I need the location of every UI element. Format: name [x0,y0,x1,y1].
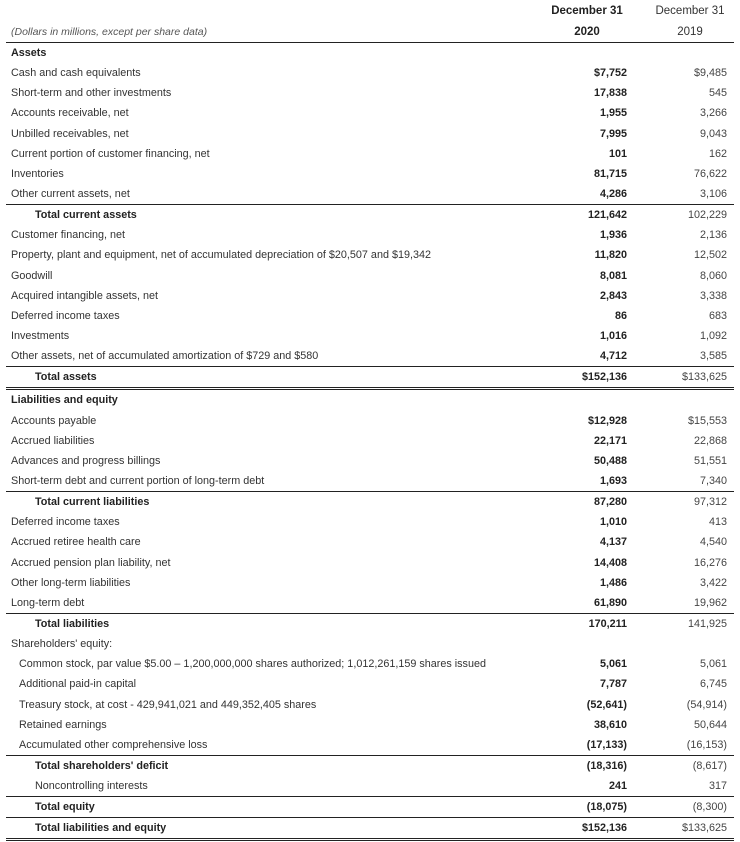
value-2019: 545 [708,87,727,100]
value-2019: 3,266 [699,107,727,120]
value-2019: $15,553 [687,414,727,427]
table-row [6,756,734,776]
value-2019: 7,340 [699,474,727,487]
table-row [6,512,734,532]
value-2020: 61,890 [593,596,627,609]
table-row [6,797,734,818]
row-label: Noncontrolling interests [35,780,148,793]
table-row [6,326,734,346]
table-row [6,735,734,756]
value-2019: $9,485 [693,67,727,80]
value-2019: 317 [708,780,727,793]
value-2019: 3,422 [699,576,727,589]
value-2020: 7,995 [599,127,627,140]
table-row [6,144,734,164]
table-row [6,553,734,573]
value-2019: 8,060 [699,269,727,282]
value-2019: 12,502 [693,249,727,262]
table-row [6,573,734,593]
value-2020: 14,408 [593,556,627,569]
value-2020: (17,133) [586,738,627,751]
col-2020-year: 2020 [574,26,600,38]
row-label: Long-term debt [11,596,85,609]
table-row [6,674,734,694]
row-label: Property, plant and equipment, net of accumulated depreciation of $20,507 and $19,342 [11,249,431,262]
value-2020: 1,486 [599,576,627,589]
row-label: Goodwill [11,269,53,282]
row-label: Accounts receivable, net [11,107,129,120]
value-2019: 102,229 [687,209,727,222]
value-2020: 1,955 [599,107,627,120]
value-2019: 413 [708,516,727,529]
table-row [6,532,734,552]
value-2020: (18,075) [586,801,627,814]
value-2019: 97,312 [693,496,727,509]
row-label: Total equity [35,801,95,814]
table-row [6,286,734,306]
row-label: Advances and progress billings [11,454,161,467]
table-row [6,225,734,245]
table-row [6,411,734,431]
row-label: Assets [11,47,47,59]
value-2020: 86 [614,309,627,322]
value-2019: 51,551 [693,454,727,467]
value-2019: 162 [708,147,727,160]
value-2019: 9,043 [699,127,727,140]
value-2020: 170,211 [588,617,627,630]
value-2020: 1,016 [599,329,627,342]
table-row [6,164,734,184]
col-2019-heading: December 31 [655,5,725,17]
col-2019-year: 2019 [677,26,703,38]
row-label: Total liabilities and equity [35,822,167,835]
value-2020: 5,061 [599,658,627,671]
row-label: Total shareholders' deficit [35,759,169,772]
table-row [6,124,734,144]
table-row [6,390,734,410]
table-row [6,346,734,367]
value-2019: 2,136 [699,229,727,242]
value-2020: 4,286 [599,187,627,200]
value-2019: 16,276 [693,556,727,569]
table-row [6,367,734,390]
value-2020: $152,136 [581,822,627,835]
value-2019: $133,625 [681,822,727,835]
table-row [6,83,734,103]
row-label: Common stock, par value $5.00 – 1,200,000,000 shares authorized; 1,012,261,159 shares issued [19,658,486,671]
value-2020: (52,641) [586,698,627,711]
table-row [6,184,734,205]
units-note: (Dollars in millions, except per share data) [11,26,208,38]
row-label: Accrued liabilities [11,434,95,447]
value-2019: 19,962 [693,596,727,609]
table-row [6,634,734,654]
row-label: Unbilled receivables, net [11,127,129,140]
balance-sheet-table [6,43,734,841]
row-label: Liabilities and equity [11,394,118,407]
row-label: Short-term debt and current portion of long-term debt [11,474,265,487]
table-row [6,43,734,63]
value-2019: 1,092 [699,329,727,342]
row-label: Investments [11,329,70,342]
row-label: Current portion of customer financing, net [11,147,210,160]
value-2020: 121,642 [587,209,627,222]
table-row [6,103,734,123]
table-row [6,715,734,735]
value-2020: 2,843 [599,289,627,302]
row-label: Short-term and other investments [11,87,172,100]
value-2020: (18,316) [586,759,627,772]
table-row [6,614,734,634]
col-2020-heading: December 31 [551,5,623,17]
value-2019: 3,585 [699,350,727,363]
table-row [6,205,734,225]
value-2020: 11,820 [594,249,627,262]
value-2019: 3,338 [699,289,727,302]
value-2020: 4,137 [599,536,627,549]
row-label: Total current assets [35,209,137,222]
row-label: Treasury stock, at cost - 429,941,021 and 449,352,405 shares [19,698,317,711]
value-2020: $12,928 [587,414,627,427]
value-2020: $7,752 [593,67,627,80]
row-label: Cash and cash equivalents [11,67,141,80]
row-label: Total assets [35,371,97,384]
value-2019: 76,622 [693,167,727,180]
value-2020: 1,693 [599,474,627,487]
table-row [6,245,734,265]
value-2020: 101 [608,147,627,160]
value-2019: 22,868 [693,434,727,447]
table-row [6,654,734,674]
value-2019: (8,300) [692,801,727,814]
value-2020: 4,712 [599,350,627,363]
value-2019: 50,644 [693,718,727,731]
value-2019: 6,745 [699,678,727,691]
value-2019: 683 [708,309,727,322]
row-label: Other assets, net of accumulated amortization of $729 and $580 [11,350,319,363]
row-label: Retained earnings [19,718,107,731]
row-label: Accounts payable [11,414,97,427]
table-row [6,266,734,286]
value-2020: 1,936 [599,229,627,242]
value-2020: 241 [608,780,627,793]
row-label: Other long-term liabilities [11,576,131,589]
row-label: Deferred income taxes [11,516,120,529]
table-row [6,695,734,715]
value-2019: (8,617) [692,759,727,772]
table-row [6,306,734,326]
value-2019: 141,925 [687,617,727,630]
table-header [0,0,740,44]
value-2020: 1,010 [599,516,627,529]
value-2020: 81,715 [593,167,627,180]
row-label: Total liabilities [35,617,110,630]
row-label: Accrued retiree health care [11,536,141,549]
row-label: Additional paid-in capital [19,678,137,691]
value-2019: (54,914) [686,698,727,711]
table-row [6,471,734,492]
row-label: Accrued pension plan liability, net [11,556,171,569]
table-row [6,776,734,797]
value-2020: 17,838 [593,87,627,100]
value-2019: (16,153) [686,738,727,751]
value-2019: 4,540 [699,536,727,549]
row-label: Total current liabilities [35,496,150,509]
value-2020: 50,488 [593,454,627,467]
row-label: Inventories [11,167,64,180]
value-2020: 22,171 [593,434,627,447]
value-2020: 87,280 [593,496,627,509]
row-label: Deferred income taxes [11,309,120,322]
value-2020: 7,787 [599,678,627,691]
row-label: Acquired intangible assets, net [11,289,159,302]
table-row [6,431,734,451]
table-row [6,63,734,83]
row-label: Accumulated other comprehensive loss [19,738,208,751]
value-2019: 5,061 [699,658,727,671]
table-row [6,492,734,512]
value-2020: 8,081 [599,269,627,282]
table-row [6,818,734,841]
value-2020: 38,610 [593,718,627,731]
value-2019: 3,106 [699,187,727,200]
row-label: Customer financing, net [11,229,126,242]
row-label: Other current assets, net [11,187,130,200]
value-2020: $152,136 [581,371,627,384]
table-row [6,451,734,471]
table-row [6,593,734,614]
row-label: Shareholders' equity: [11,638,113,651]
value-2019: $133,625 [681,371,727,384]
